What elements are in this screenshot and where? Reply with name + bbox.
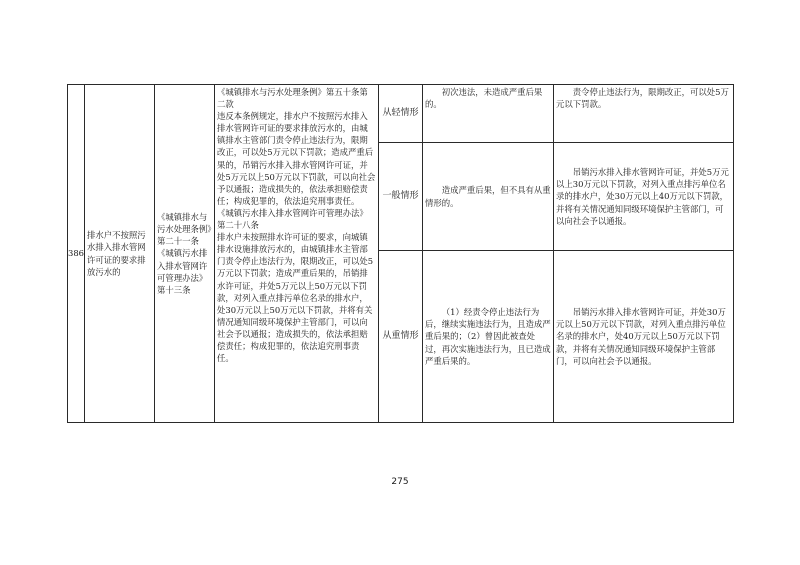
violation-item: 排水户不按照污水排入排水管网许可证的要求排放污水的 (85, 85, 155, 423)
basis-para-4: 排水户未按照排水许可证的要求，向城镇排水设施排放污水的，由城镇排水主管部门责令停止违法行为，限期改正，可以处5万元以下罚款；造成严重后果的，吊销排水许可证，并处5万元以上50万元以下罚款，对列入重点排污单位名录的排水户，处30万元以上50万元以下罚款，并将有关情况通知同级环境保护主管部门，可以向社会予以通报；造成损失的，依法承担赔偿责任；构成犯罪的，依法追究刑事责任。 (217, 232, 374, 364)
penalty-light: 责令停止违法行为，限期改正，可以处5万元以下罚款。 (554, 85, 734, 143)
legal-basis-short-text: 《城镇排水与污水处理条例》第二十一条 《城镇污水排入排水管网许可管理办法》第十三条 (157, 212, 212, 295)
legal-basis-full (215, 85, 379, 423)
legal-basis-short (155, 85, 215, 423)
level-heavy: 从重情形 (379, 251, 423, 423)
basis-para-1: 《城镇排水与污水处理条例》第五十条第二款 (217, 87, 368, 110)
row-number: 386 (68, 85, 85, 423)
penalty-heavy: 吊销污水排入排水管网许可证，并处30万元以上50万元以下罚款，对列入重点排污单位名录的排水户，处40万元以上50万元以下罚款，并将有关情况通知同级环境保护主管部门，可以向社会予以通报。 (554, 251, 734, 423)
basis-para-2: 违反本条例规定，排水户不按照污水排入排水管网许可证的要求排放污水的，由城镇排水主管部门责令停止违法行为，限期改正，可以处5万元以下罚款；造成严重后果的，吊销污水排入排水管网许可证，并处5万元以上50万元以下罚款，可以向社会予以通报；造成损失的，依法承担赔偿责任；构成犯罪的，依法追究刑事责任。 (217, 111, 376, 206)
penalty-table (67, 84, 734, 423)
table-row (68, 85, 734, 143)
basis-para-3: 《城镇污水排入排水管网许可管理办法》第二十八条 (217, 207, 368, 231)
circumstance-light: 初次违法，未造成严重后果的。 (423, 85, 554, 143)
page-number: 275 (391, 477, 409, 487)
circumstance-general: 造成严重后果，但不具有从重情形的。 (423, 143, 554, 251)
level-light: 从轻情形 (379, 85, 423, 143)
level-general: 一般情形 (379, 143, 423, 251)
circumstance-heavy: （1）经责令停止违法行为后，继续实施违法行为，且造成严重后果的；（2）曾因此被查处过，再次实施违法行为，且已造成严重后果的。 (423, 251, 554, 423)
penalty-general: 吊销污水排入排水管网许可证，并处5万元以上30万元以下罚款，对列入重点排污单位名录的排水户，处30万元以上40万元以下罚款，并将有关情况通知同级环境保护主管部门，可以向社会予以通报。 (554, 143, 734, 251)
